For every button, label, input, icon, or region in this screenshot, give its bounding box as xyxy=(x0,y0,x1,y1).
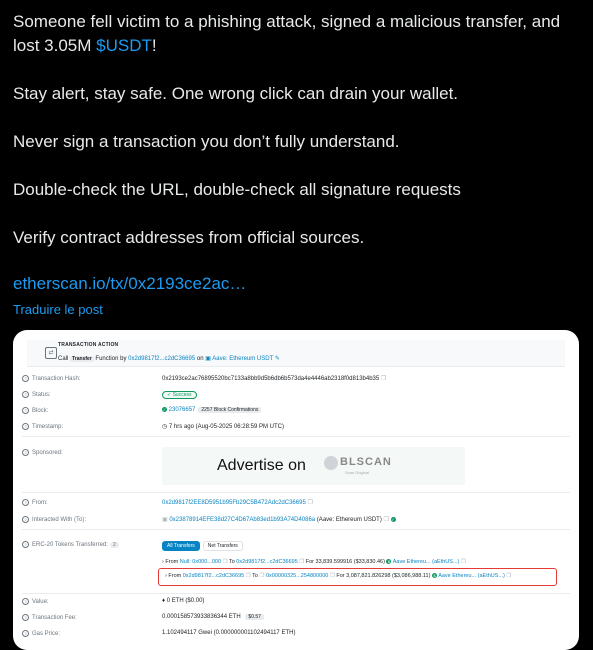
value-label xyxy=(22,598,49,605)
help-icon: ? xyxy=(22,614,29,621)
copy-icon[interactable]: ❐ xyxy=(299,559,305,565)
transfer-amount: 33,839.599916 ($33,830.46) xyxy=(315,559,385,565)
token-icon: $ xyxy=(387,559,391,565)
eth-icon: ♦ xyxy=(162,598,166,604)
block-value xyxy=(162,407,261,413)
gas-label-text: Gas Price: xyxy=(32,631,61,638)
copy-icon[interactable]: ❐ xyxy=(506,573,512,579)
transfer-amount: 3,087,821.826298 ($3,086,988.11) xyxy=(346,573,431,579)
erc20-label-text: ERC-20 Tokens Transferred: xyxy=(32,542,108,549)
edit-icon[interactable]: ✎ xyxy=(274,356,280,362)
value-label-text: Value: xyxy=(32,599,49,606)
fee-value xyxy=(162,614,264,620)
status-text: Success xyxy=(172,392,192,398)
transfer-token-link[interactable]: Aave Ethereu... (aEthUS...) xyxy=(392,559,460,565)
advertise-text: Advertise on xyxy=(217,457,306,474)
token-transfer-row xyxy=(165,573,511,579)
erc20-count-badge: 2 xyxy=(110,542,119,548)
action-address-link[interactable]: 0x2d9817f2...c2dC36695 xyxy=(128,356,196,362)
gas-text: 1.102494117 Gwei (0.000000001102494117 ETH) xyxy=(162,630,296,636)
advertise-banner[interactable] xyxy=(162,447,465,485)
tab-all-transfers[interactable]: All Transfers xyxy=(162,541,200,551)
translate-post-link[interactable]: Traduire le post xyxy=(13,302,103,317)
help-icon: ? xyxy=(22,630,29,637)
divider xyxy=(22,593,570,594)
ad-brand-sub: Scan Original xyxy=(345,470,370,475)
token-icon: $ xyxy=(433,573,436,579)
from-address-link[interactable]: 0x2d9817f2EE8D5951b95Fb29C5B472Adc2dC36695 xyxy=(162,500,306,506)
help-icon: ? xyxy=(22,407,29,414)
status-label xyxy=(22,391,51,398)
copy-icon[interactable]: ❐ xyxy=(460,559,466,565)
transaction-action-line xyxy=(58,355,280,362)
action-contract-link[interactable]: Aave: Ethereum USDT xyxy=(212,356,274,362)
cashtag-link[interactable]: $USDT xyxy=(96,36,152,55)
help-icon: ? xyxy=(22,516,29,523)
check-circle-icon: ✓ xyxy=(162,407,167,412)
copy-icon[interactable]: ❐ xyxy=(329,573,335,579)
sponsored-label-text: Sponsored: xyxy=(32,450,63,457)
help-icon: ? xyxy=(22,449,29,456)
timestamp-value xyxy=(162,423,284,430)
from-word: From xyxy=(168,573,182,579)
tweet-paragraph-1 xyxy=(13,10,585,58)
interacted-label-text: Interacted With (To): xyxy=(32,517,87,524)
interacted-address-link[interactable]: 0x23878914EFE38d27C4D67Ab83ed1b93A74D4086a xyxy=(169,517,316,523)
copy-icon[interactable]: ❐ xyxy=(380,376,387,382)
contract-icon: ▣ xyxy=(162,517,168,523)
for-word: For xyxy=(336,573,345,579)
interacted-name: (Aave: Ethereum USDT) xyxy=(316,517,382,523)
contract-icon: ▣ xyxy=(205,356,211,362)
fee-text: 0.000158573933836344 ETH xyxy=(162,614,241,620)
check-icon: ✓ xyxy=(167,392,172,398)
erc20-label xyxy=(22,541,119,548)
tweet-body xyxy=(13,10,585,317)
block-label xyxy=(22,407,48,414)
transaction-action-title: TRANSACTION ACTION xyxy=(58,342,119,348)
block-label-text: Block: xyxy=(32,408,49,415)
verified-icon: ✓ xyxy=(391,516,395,522)
blscan-logo-icon xyxy=(324,456,338,470)
function-by-label: Function by xyxy=(95,356,127,362)
divider xyxy=(22,529,570,530)
sponsored-label xyxy=(22,449,63,456)
copy-icon[interactable]: ❐ xyxy=(222,559,228,565)
hash-label xyxy=(22,375,80,382)
help-icon: ? xyxy=(22,499,29,506)
tweet-text: ! xyxy=(151,36,157,55)
transfer-from-link[interactable]: 0x2d9817f2...c2dC36695 xyxy=(182,573,245,579)
help-icon: ? xyxy=(22,541,29,548)
transfer-pill: Transfer xyxy=(72,356,92,362)
copy-icon[interactable]: ❐ xyxy=(307,500,313,506)
hash-value-text: 0x2193ce2ac76895520bc7133a8bb9d5b6db6b573da4e4446ab2318f0d813b4b35 xyxy=(162,376,380,382)
copy-icon[interactable]: ❐ xyxy=(245,573,251,579)
on-label: on xyxy=(196,356,204,362)
transfer-to-link[interactable]: 0x2d9817f2...c2dC36695 xyxy=(236,559,298,565)
tweet-text: Someone fell victim to a phishing attack, signed a malicious transfer, and lost 3.05M xyxy=(13,12,561,55)
help-icon: ? xyxy=(22,598,29,605)
to-word: To xyxy=(228,559,235,565)
transfer-tabs xyxy=(162,541,246,551)
ad-brand: BLSCAN xyxy=(340,456,392,468)
block-number-link[interactable]: 23076657 xyxy=(168,407,196,414)
interacted-value xyxy=(162,516,396,523)
help-icon: ? xyxy=(22,391,29,398)
divider xyxy=(22,492,570,493)
fee-usd-badge: $0.57 xyxy=(245,614,264,620)
transaction-action-icon: ⇄ xyxy=(45,347,57,359)
divider xyxy=(22,436,570,437)
tweet-paragraph-4: Double-check the URL, double-check all signature requests xyxy=(13,180,461,199)
from-label xyxy=(22,499,48,506)
tab-net-transfers[interactable]: Net Transfers xyxy=(203,541,243,551)
bullet-icon: › xyxy=(162,559,164,565)
status-value xyxy=(162,391,197,399)
etherscan-link[interactable]: etherscan.io/tx/0x2193ce2ac… xyxy=(13,274,247,293)
for-word: For xyxy=(305,559,314,565)
copy-icon[interactable]: ❐ xyxy=(383,517,389,523)
hash-value xyxy=(162,375,386,382)
copy-icon[interactable]: ❐ xyxy=(259,573,265,579)
timestamp-label xyxy=(22,423,63,430)
value-value xyxy=(162,598,204,604)
bullet-icon: › xyxy=(165,573,167,579)
gas-label xyxy=(22,630,60,637)
from-label-text: From: xyxy=(32,500,48,507)
transfer-token-link[interactable]: Aave Ethereu... (aEthUS...) xyxy=(438,573,505,579)
help-icon: ? xyxy=(22,423,29,430)
interacted-label xyxy=(22,516,86,523)
block-confirmations: 2257 Block Confirmations xyxy=(198,407,261,413)
tweet-paragraph-3: Never sign a transaction you don’t fully understand. xyxy=(13,132,400,151)
timestamp-label-text: Timestamp: xyxy=(32,424,64,431)
transfer-from-link[interactable]: Null: 0x000...000 xyxy=(179,559,222,565)
tweet-paragraph-5: Verify contract addresses from official sources. xyxy=(13,228,365,247)
tweet-paragraph-2: Stay alert, stay safe. One wrong click can drain your wallet. xyxy=(13,84,459,103)
screenshot-card[interactable] xyxy=(13,330,579,650)
call-label: Call xyxy=(58,356,69,362)
to-word: To xyxy=(252,573,258,579)
fee-label-text: Transaction Fee: xyxy=(32,615,77,622)
fee-label xyxy=(22,614,77,621)
token-transfer-row xyxy=(162,559,466,565)
help-icon: ? xyxy=(22,375,29,382)
transaction-action-box xyxy=(27,340,565,367)
hash-label-text: Transaction Hash: xyxy=(32,376,81,383)
gas-value xyxy=(162,630,295,636)
clock-icon: ◷ xyxy=(162,424,168,430)
from-word: From xyxy=(165,559,179,565)
timestamp-text: 7 hrs ago (Aug-05-2025 06:28:59 PM UTC) xyxy=(168,424,284,430)
transfer-to-link[interactable]: 0x00000325...254800000 xyxy=(265,573,329,579)
status-badge xyxy=(162,391,197,399)
status-label-text: Status: xyxy=(32,392,51,399)
from-value xyxy=(162,499,313,506)
value-text: 0 ETH ($0.00) xyxy=(166,598,205,604)
